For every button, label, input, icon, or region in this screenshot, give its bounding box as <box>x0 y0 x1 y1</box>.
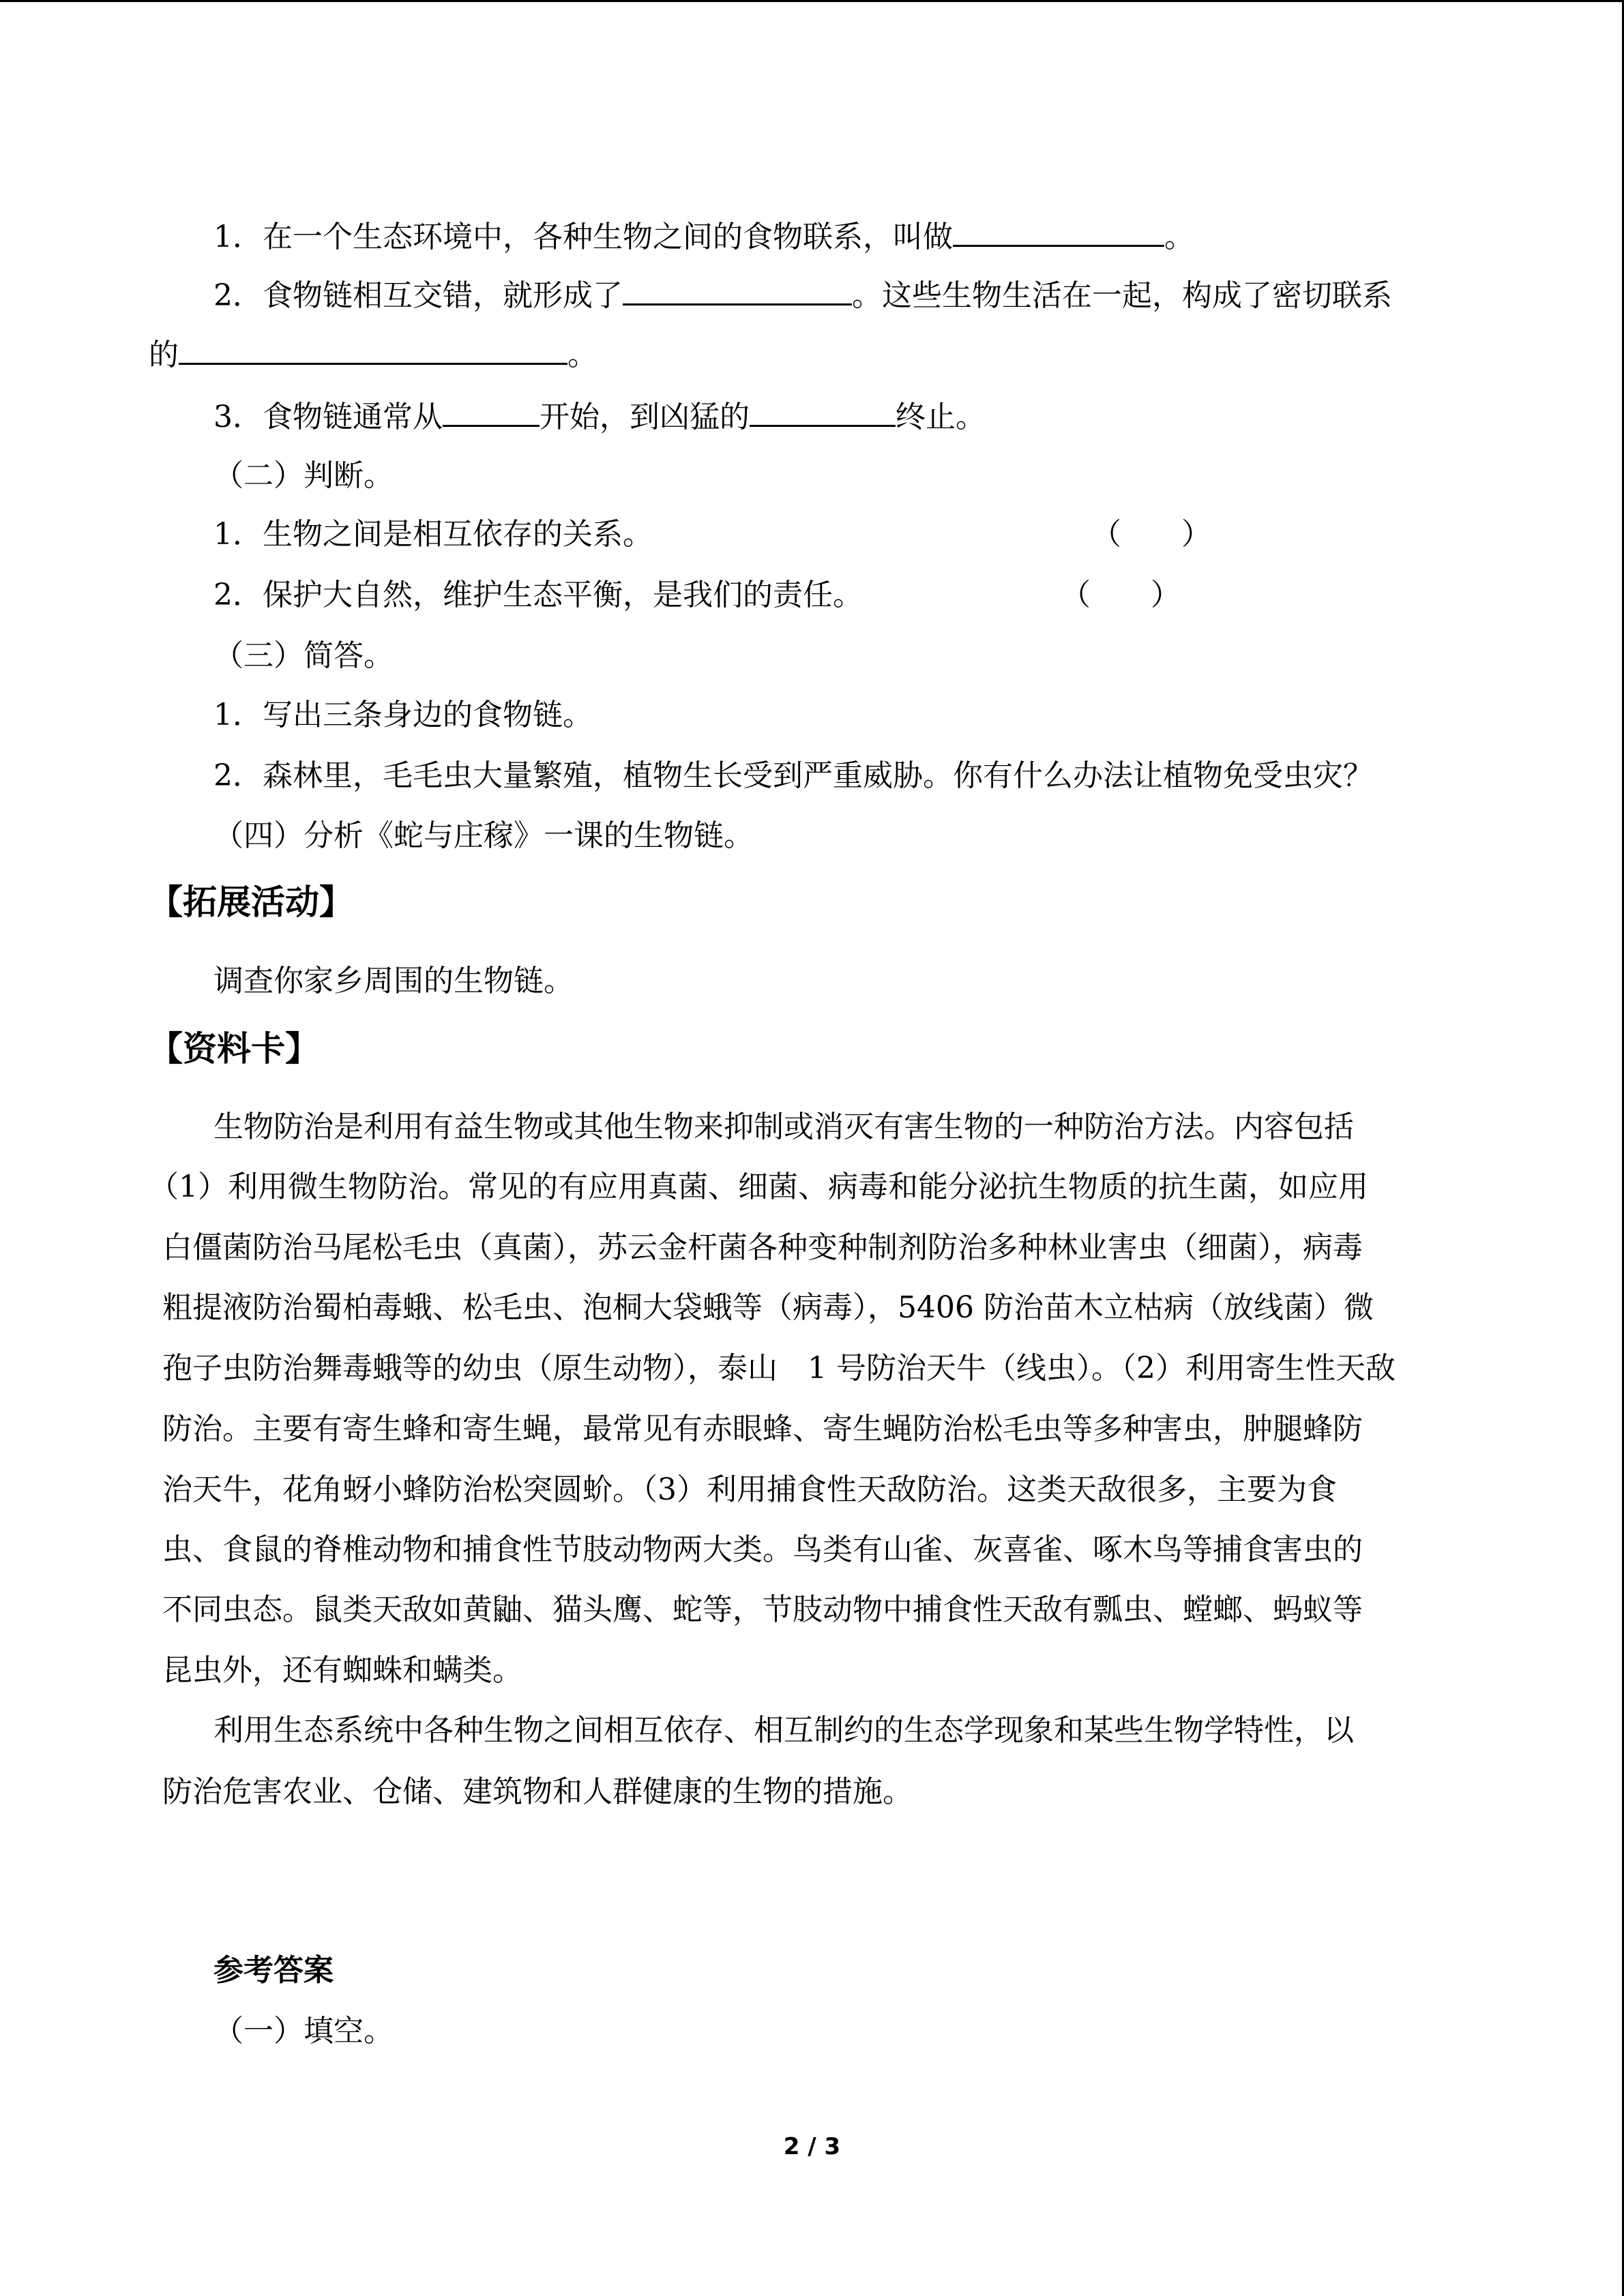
answer-blank[interactable] <box>953 216 1164 247</box>
answers-heading: 参考答案 <box>213 1953 334 1988</box>
judge-question-2: 2．保护大自然，维护生态平衡，是我们的责任。 <box>213 578 863 612</box>
resource-paragraph-line: 虫、食鼠的脊椎动物和捕食性节肢动物两大类。鸟类有山雀、灰喜雀、啄木鸟等捕食害虫的 <box>162 1532 1363 1567</box>
judge-answer-box[interactable]: （ ） <box>1061 578 1181 612</box>
resource-paragraph-2-line: 防治危害农业、仓储、建筑物和人群健康的生物的措施。 <box>162 1774 913 1809</box>
resource-paragraph-line: 粗提液防治蜀柏毒蛾、松毛虫、泡桐大袋蛾等（病毒），5406 防治苗木立枯病（放线菌）微 <box>162 1290 1374 1325</box>
short-question-1: 1．写出三条身边的食物链。 <box>213 698 593 732</box>
short-question-2: 2．森林里，毛毛虫大量繁殖，植物生长受到严重威胁。你有什么办法让植物免受虫灾？ <box>213 758 1373 793</box>
page-number: 2 / 3 <box>783 2133 841 2160</box>
resource-paragraph-line: 防治。主要有寄生蜂和寄生蝇，最常见有赤眼蜂、寄生蝇防治松毛虫等多种害虫，肿腿蜂防 <box>162 1412 1363 1446</box>
answers-section-1: （一）填空。 <box>213 2014 394 2048</box>
resource-paragraph-line: 不同虫态。鼠类天敌如黄鼬、猫头鹰、蛇等，节肢动物中捕食性天敌有瓢虫、螳螂、蚂蚁等 <box>162 1592 1363 1627</box>
fill-question-2-continued: 的 。 <box>149 334 597 374</box>
extension-heading: 【拓展活动】 <box>149 882 353 922</box>
extension-text: 调查你家乡周围的生物链。 <box>213 964 574 998</box>
answer-blank[interactable] <box>443 396 540 427</box>
answer-blank[interactable] <box>179 334 567 365</box>
answer-blank[interactable] <box>623 275 852 305</box>
resource-paragraph-line: 生物防治是利用有益生物或其他生物来抑制或消灭有害生物的一种防治方法。内容包括 <box>213 1109 1354 1144</box>
resource-paragraph-2-line: 利用生态系统中各种生物之间相互依存、相互制约的生态学现象和某些生物学特性，以 <box>213 1713 1354 1748</box>
fill-question-2: 2．食物链相互交错，就形成了 。这些生物生活在一起，构成了密切联系 <box>213 275 1392 315</box>
resource-paragraph-line: 白僵菌防治马尾松毛虫（真菌），苏云金杆菌各种变种制剂防治多种林业害虫（细菌），病毒 <box>162 1230 1363 1265</box>
answer-blank[interactable] <box>750 396 896 427</box>
resource-paragraph-line: 昆虫外，还有蜘蛛和螨类。 <box>162 1653 522 1688</box>
resource-paragraph-line: 治天牛，花角蚜小蜂防治松突圆蚧。（3）利用捕食性天敌防治。这类天敌很多，主要为食 <box>162 1472 1337 1507</box>
judge-question-1: 1．生物之间是相互依存的关系。 <box>213 517 653 552</box>
resource-paragraph-line: （1）利用微生物防治。常见的有应用真菌、细菌、病毒和能分泌抗生物质的抗生菌，如应用 <box>149 1169 1368 1204</box>
judge-section-title: （二）判断。 <box>213 458 394 493</box>
judge-answer-box[interactable]: （ ） <box>1091 517 1211 552</box>
analysis-section-title: （四）分析《蛇与庄稼》一课的生物链。 <box>213 818 754 853</box>
fill-question-3: 3．食物链通常从 开始，到凶猛的 终止。 <box>213 396 986 436</box>
short-section-title: （三）简答。 <box>213 638 394 673</box>
resource-paragraph-line: 孢子虫防治舞毒蛾等的幼虫（原生动物），泰山 1 号防治天牛（线虫）。（2）利用寄生性天敌 <box>162 1351 1396 1386</box>
resource-heading: 【资料卡】 <box>149 1029 319 1069</box>
fill-question-1: 1．在一个生态环境中，各种生物之间的食物联系，叫做 。 <box>213 216 1194 256</box>
